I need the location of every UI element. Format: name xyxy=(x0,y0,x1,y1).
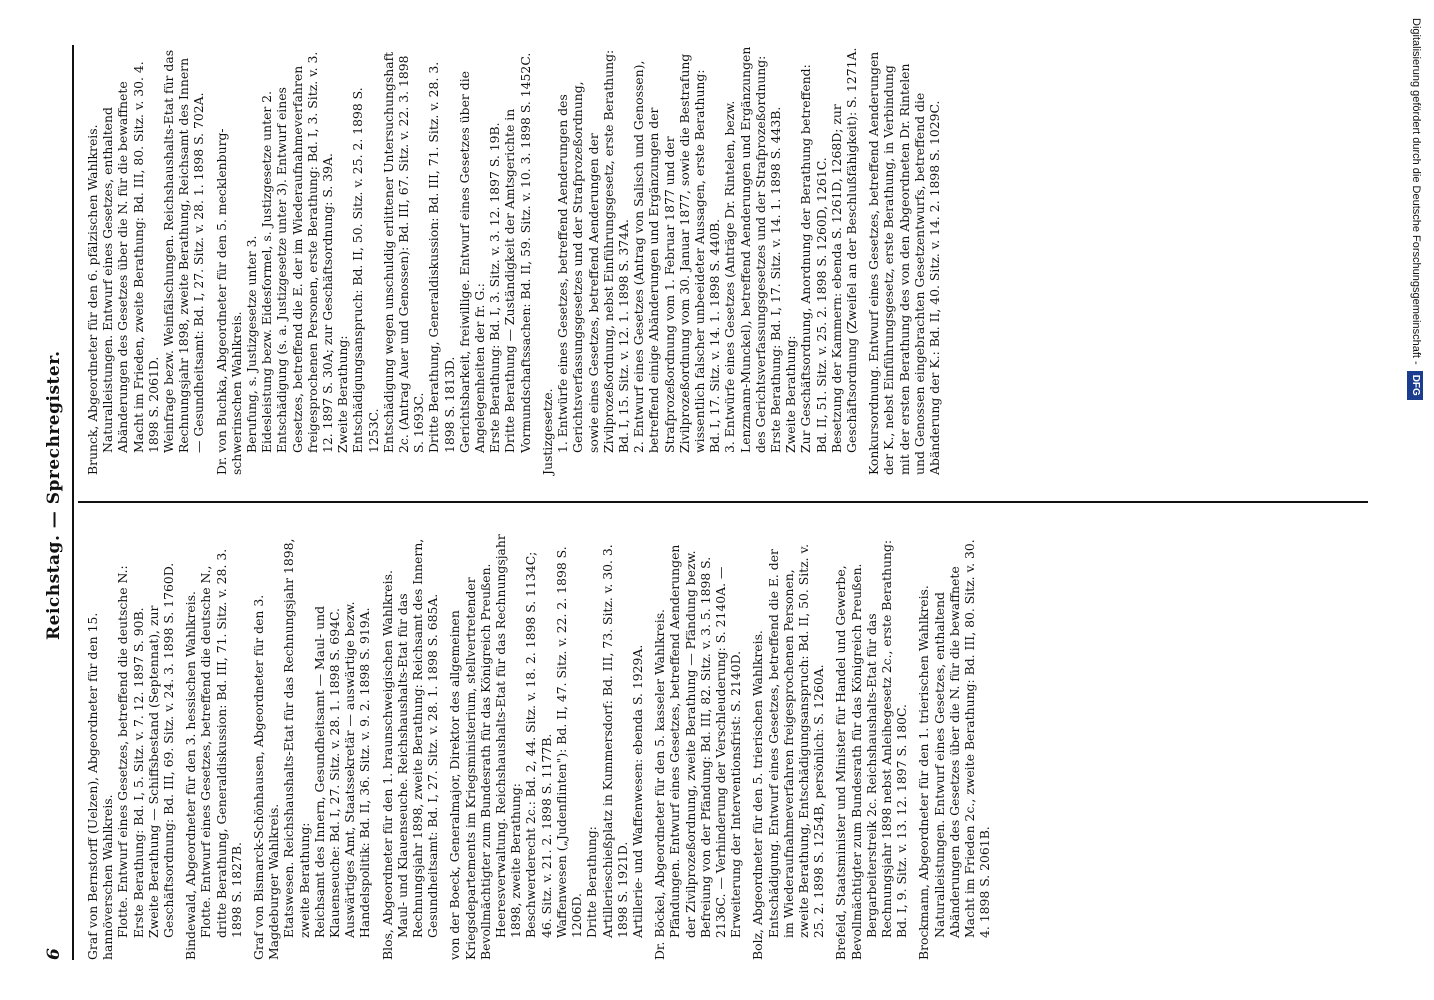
entry-line: Gerichtsbarkeit, freiwillige. Entwurf eines Gesetzes über die Angelegenheiten der fr. G.: xyxy=(456,70,488,453)
entry-heading: Graf von Bernstorff (Uelzen), Abgeordneter für den 15. hannöverschen Wahlkreis. xyxy=(85,612,116,960)
entry-line: Flotte. Entwurf eines Gesetzes, betreffend die deutsche N.: xyxy=(115,565,131,938)
entry-line: Berufung, s. Justizgesetze unter 3. xyxy=(244,235,260,453)
register-entry xyxy=(214,45,533,475)
entry-heading: Graf von Bismarck-Schönhausen, Abgeordneter für den 3. Magdeburger Wahlkreis. xyxy=(251,594,282,960)
entry-line: Beschwerderecht 2c.: Bd. 2, 44. Sitz. v. 18. 2. 1898 S. 1134C; 46. Sitz. v. 21. 2. 1898 S. 1177B. xyxy=(523,551,554,938)
entry-line: Artillerie- und Waffenwesen: ebenda S. 1929A. xyxy=(629,644,645,938)
entry-line: Erste Berathung: Bd. I, 3. Sitz. v. 3. 12. 1897 S. 19B. xyxy=(487,122,503,453)
entry-line: Entschädigungsanspruch: Bd. II, 50. Sitz. v. 25. 2. 1898 S. 1253C. xyxy=(350,87,381,453)
left-column xyxy=(85,530,999,960)
register-entry xyxy=(380,530,441,960)
register-entry xyxy=(916,530,992,960)
entry-heading: Dr. Böckel, Abgeordneter für den 5. kasseler Wahlkreis. xyxy=(652,609,668,960)
entry-line: Erste Berathung: Bd. I, 5. Sitz. v. 7. 12. 1897 S. 90B. xyxy=(130,607,146,938)
register-entry xyxy=(833,530,909,960)
entry-line: Pfändungen. Entwurf eines Gesetzes, betreffend Aenderungen der Zivilprozeßordnung, zweite Berathung — Pfändung bezw. Befreiung von der Pfändung: Bd. III, 82. Sitz. v. 3. 5. 1898 S. 2136C. — Verhinderung der Verschleuderung: S. 2140A. — Erweiterung der Interventionsfrist: S. 2140D. xyxy=(667,544,744,938)
entry-line: Artillerieschießplatz in Kummersdorf: Bd. III, 73. Sitz. v. 30. 3. 1898 S. 1921D. xyxy=(599,544,630,938)
register-entry xyxy=(251,530,373,960)
entry-heading: Brockmann, Abgeordneter für den 1. trierischen Wahlkreis. xyxy=(916,585,932,960)
entry-line: Zur Geschäftsordnung, Anordnung der Berathung betreffend: Bd. II, 51. Sitz. v. 25. 2. 1898 S. 1260D, 1261C. xyxy=(798,64,829,453)
entry-line: Naturalleistungen. Entwurf eines Gesetzes, enthaltend Abänderungen des Gesetzes über die N. für die bewaffnete Macht im Frieden, zweite Berathung: Bd. III, 80. Sitz. v. 30. 4. 1898 S. 2061D. xyxy=(100,61,161,453)
column-divider xyxy=(78,501,1368,503)
entry-line: Erste Berathung: Bd. I, 17. Sitz. v. 14. 1. 1898 S. 443B. xyxy=(767,106,783,453)
entry-heading: Brunck, Abgeordneter für den 6. pfälzischen Wahlkreis. xyxy=(85,124,100,475)
entry-line: Zweite Berathung: xyxy=(783,335,799,453)
entry-line: 3. Entwürfe eines Gesetzes (Anträge Dr. Rintelen, bezw. Lenzmann-Munckel), betreffend Aenderungen und Ergänzungen des Gerichtsverfassungsgesetzes und der Strafprozeßordnung: xyxy=(722,46,768,453)
entry-line: Bergarbeiterstreik 2c. Reichshaushalts-Etat für das Rechnungsjahr 1898 nebst Anleihegesetz 2c., erste Berathung: Bd. I, 9. Sitz. v. 13. 12. 1897 S. 180C. xyxy=(863,539,910,938)
entry-line: Besetzung der Kammern: ebenda S. 1261D, 1268D; zur Geschäftsordnung (Zweifel an der Beschlußfähigkeit): S. 1271A. xyxy=(828,47,859,453)
register-entry xyxy=(750,530,826,960)
entry-line: Heeresverwaltung. Reichshaushalts-Etat für das Rechnungsjahr 1898, zweite Berathung: xyxy=(493,534,524,938)
entry-line: 1. Entwürfe eines Gesetzes, betreffend Aenderungen des Gerichtsverfassungsgesetzes und der Strafprozeßordnung, sowie eines Gesetzes, betreffend Aenderungen der Zivilprozeßordnung, nebst Einführungsgesetz, erste Berathung: Bd. I, 15. Sitz. v. 12. 1. 1898 S. 374A. xyxy=(555,49,631,453)
entry-heading: Dr. von Buchka, Abgeordneter für den 5. mecklenburg-schwerinschen Wahlkreis. xyxy=(213,128,244,475)
header-rule xyxy=(72,45,74,960)
entry-line: Eidesleistung bezw. Eidesformel, s. Justizgesetze unter 2. xyxy=(259,90,275,453)
entry-line: Weinfrage bezw. Weinfälschungen. Reichshaushalts-Etat für das Rechnungsjahr 1898, zweite Berathung, Reichsamt des Innern — Gesundheitsamt: Bd. I, 27. Sitz. v. 28. 1. 1898 S. 702A. xyxy=(161,49,207,453)
register-entry xyxy=(85,45,207,475)
entry-heading: von der Boeck, Generalmajor, Direktor des allgemeinen Kriegsdepartements im Kriegsministerium, stellvertretender Bevollmächtigter zum Bundesrath für das Königreich Preußen. xyxy=(447,563,493,960)
entry-line: Naturalleistungen. Entwurf eines Gesetzes, enthaltend Abänderungen des Gesetzes über die N. für die bewaffnete Macht im Frieden 2c., zweite Berathung: Bd. III, 80. Sitz. v. 30. 4. 1898 S. 2061B. xyxy=(931,539,993,938)
entry-heading: Bindewald, Abgeordneter für den 3. hessischen Wahlkreis. xyxy=(183,591,199,960)
entry-line: Dritte Berathung — Zuständigkeit der Amtsgerichte in Vormundschaftssachen: Bd. II, 59. Sitz. v. 10. 3. 1898 S. 1452C. xyxy=(502,52,533,453)
register-entry xyxy=(540,45,859,475)
entry-line: Auswärtiges Amt, Staatssekretär — auswärtige bezw. Handelspolitik: Bd. II, 36. Sitz. v. 9. 2. 1898 S. 919A. xyxy=(342,601,373,938)
entry-line: Zweite Berathung — Schiffsbestand (Septennat), zur Geschäftsordnung: Bd. III, 69. Sitz. v. 24. 3. 1898 S. 1760D. xyxy=(145,562,177,938)
entry-line: Dritte Berathung: xyxy=(584,826,600,938)
credit-text: Digitalisierung gefördert durch die Deutsche Forschungsgemeinschaft - xyxy=(1410,18,1422,365)
entry-line: Entschädigung (s. a. Justizgesetze unter 3). Entwurf eines Gesetzes, betreffend die E. der im Wiederaufnahmeverfahren freigesprochenen Personen, erste Berathung: Bd. I, 3. Sitz. v. 3. 12. 1897 S. 30A; zur Geschäftsordnung: S. 39A. xyxy=(274,51,336,453)
right-column xyxy=(85,45,949,475)
entry-heading: Justizgesetze. xyxy=(539,388,555,475)
entry-line: Zweite Berathung: xyxy=(335,335,351,453)
entry-heading: Konkursordnung. Entwurf eines Gesetzes, betreffend Aenderungen der K., nebst Einführungsgesetz, erste Berathung, in Verbindung mit der ersten Berathung des von den Abgeordneten Dr. Rintelen und Genossen eingebrachten Gesetzentwurfs, betreffend die Abänderung der K.: Bd. II, 40. Sitz. v. 14. 2. 1898 S. 1029C. xyxy=(866,51,942,475)
page-header xyxy=(40,60,70,960)
entry-heading: Brefeld, Staatsminister und Minister für Handel und Gewerbe, Bevollmächtigter zum Bundesrath für das Königreich Preußen. xyxy=(833,563,864,960)
entry-line: Entschädigung. Entwurf eines Gesetzes, betreffend die E. der im Wiederaufnahmeverfahren freigesprochenen Personen, zweite Berathung, Entschädigungsanspruch: Bd. II, 50. Sitz. v. 25. 2. 1898 S. 1254B, persönlich: S. 1260A. xyxy=(765,543,827,938)
entry-heading: Bolz, Abgeordneter für den 5. trierischen Wahlkreis. xyxy=(750,630,766,960)
register-entry xyxy=(85,530,176,960)
digitization-credit xyxy=(1405,18,1427,978)
entry-line: Reichsamt des Innern, Gesundheitsamt — Maul- und Klauenseuche: Bd. I, 27. Sitz. v. 28. 1. 1898 S. 694C. xyxy=(311,605,343,938)
register-entry xyxy=(183,530,244,960)
entry-line: Waffenwesen („Judenflinten"): Bd. II, 47. Sitz. v. 22. 2. 1898 S. 1206D. xyxy=(553,546,585,938)
entry-line: Entschädigung wegen unschuldig erlittener Untersuchungshaft 2c. (Antrag Auer und Genossen): Bd. III, 67. Sitz. v. 22. 3. 1898 S. 1693C. xyxy=(380,51,427,453)
page-number: 6 xyxy=(44,947,64,960)
register-entry xyxy=(866,45,942,475)
register-entry xyxy=(652,530,743,960)
entry-heading: Blos, Abgeordneter für den 1. braunschweigischen Wahlkreis. xyxy=(379,570,395,960)
entry-line: Dritte Berathung, Generaldiskussion: Bd. III, 71. Sitz. v. 28. 3. 1898 S. 1813D. xyxy=(426,61,457,453)
entry-line: Maul- und Klauenseuche. Reichshaushalts-Etat für das Rechnungsjahr 1898, zweite Berathung: Reichsamt des Innern, Gesundheitsamt: Bd. I, 27. Sitz. v. 28. 1. 1898 S. 685A. xyxy=(394,538,441,938)
entry-line: Flotte. Entwurf eines Gesetzes, betreffend die deutsche N., dritte Berathung, Generaldiskussion: Bd. III, 71. Sitz. v. 28. 3. 1898 S. 1827B. xyxy=(198,548,244,938)
dfg-logo: DFG xyxy=(1407,371,1423,400)
entry-line: Etatswesen. Reichshaushalts-Etat für das Rechnungsjahr 1898, zweite Berathung: xyxy=(281,538,312,938)
page-title: Reichstag. — Sprechregister. xyxy=(44,350,64,640)
register-entry xyxy=(447,530,645,960)
entry-line: 2. Entwurf eines Gesetzes (Antrag von Salisch und Genossen), betreffend einige Abänderungen und Ergänzungen der Strafprozeßordnung vom 1. Februar 1877 und der Zivilprozeßordnung vom 30. Januar 1877, sowie die Bestrafung wissentlich falscher unbeeideter Aussagen, erste Berathung: Bd. I, 17. Sitz. v. 14. 1. 1898 S. 440B. xyxy=(631,53,723,453)
